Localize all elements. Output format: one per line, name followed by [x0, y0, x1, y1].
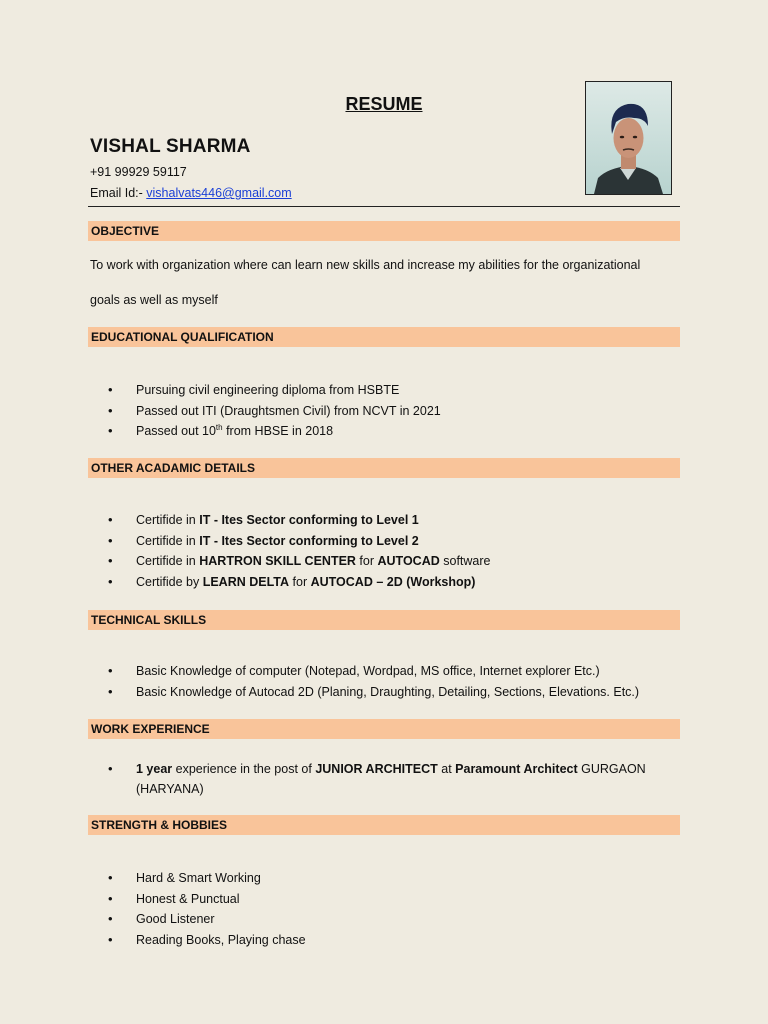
list-item: • 1 year experience in the post of JUNIOR ARCHITECT at Paramount Architect GURGAON (HARYANA) [108, 759, 656, 799]
academic-list [108, 510, 491, 593]
education-list [108, 380, 441, 442]
list-item: • Basic Knowledge of Autocad 2D (Planing, Draughting, Detailing, Sections, Elevations. Etc.) [108, 682, 639, 703]
objective-text-line1: To work with organization where can learn new skills and increase my abilities for the organizational [90, 258, 641, 272]
hobbies-heading: STRENGTH & HOBBIES [88, 815, 680, 835]
phone-number: +91 99929 59117 [90, 165, 187, 179]
header-divider [88, 206, 680, 207]
objective-text-line2: goals as well as myself [90, 293, 218, 307]
email-link[interactable]: vishalvats446@gmail.com [146, 186, 292, 200]
list-item: • Certifide by LEARN DELTA for AUTOCAD – 2D (Workshop) [108, 572, 491, 593]
technical-heading: TECHNICAL SKILLS [88, 610, 680, 630]
work-heading: WORK EXPERIENCE [88, 719, 680, 739]
list-item: • Pursuing civil engineering diploma from HSBTE [108, 380, 441, 401]
list-item: • Certifide in HARTRON SKILL CENTER for AUTOCAD software [108, 551, 491, 572]
list-item: • Honest & Punctual [108, 889, 306, 910]
objective-heading: OBJECTIVE [88, 221, 680, 241]
list-item: • Passed out 10th from HBSE in 2018 [108, 421, 441, 442]
list-item: • Reading Books, Playing chase [108, 930, 306, 951]
list-item: • Basic Knowledge of computer (Notepad, Wordpad, MS office, Internet explorer Etc.) [108, 661, 639, 682]
list-item: • Passed out ITI (Draughtsmen Civil) from NCVT in 2021 [108, 401, 441, 422]
education-heading: EDUCATIONAL QUALIFICATION [88, 327, 680, 347]
list-item: • Good Listener [108, 909, 306, 930]
email-label: Email Id:- [90, 186, 143, 200]
list-item: • Certifide in IT - Ites Sector conforming to Level 1 [108, 510, 491, 531]
profile-photo [585, 81, 672, 195]
list-item: • Certifide in IT - Ites Sector conforming to Level 2 [108, 531, 491, 552]
email-line [90, 186, 292, 200]
resume-title: RESUME [345, 94, 423, 114]
work-list [108, 759, 656, 799]
academic-heading: OTHER ACADAMIC DETAILS [88, 458, 680, 478]
candidate-name: VISHAL SHARMA [90, 136, 251, 157]
technical-list [108, 661, 639, 702]
hobbies-list [108, 868, 306, 951]
list-item: • Hard & Smart Working [108, 868, 306, 889]
